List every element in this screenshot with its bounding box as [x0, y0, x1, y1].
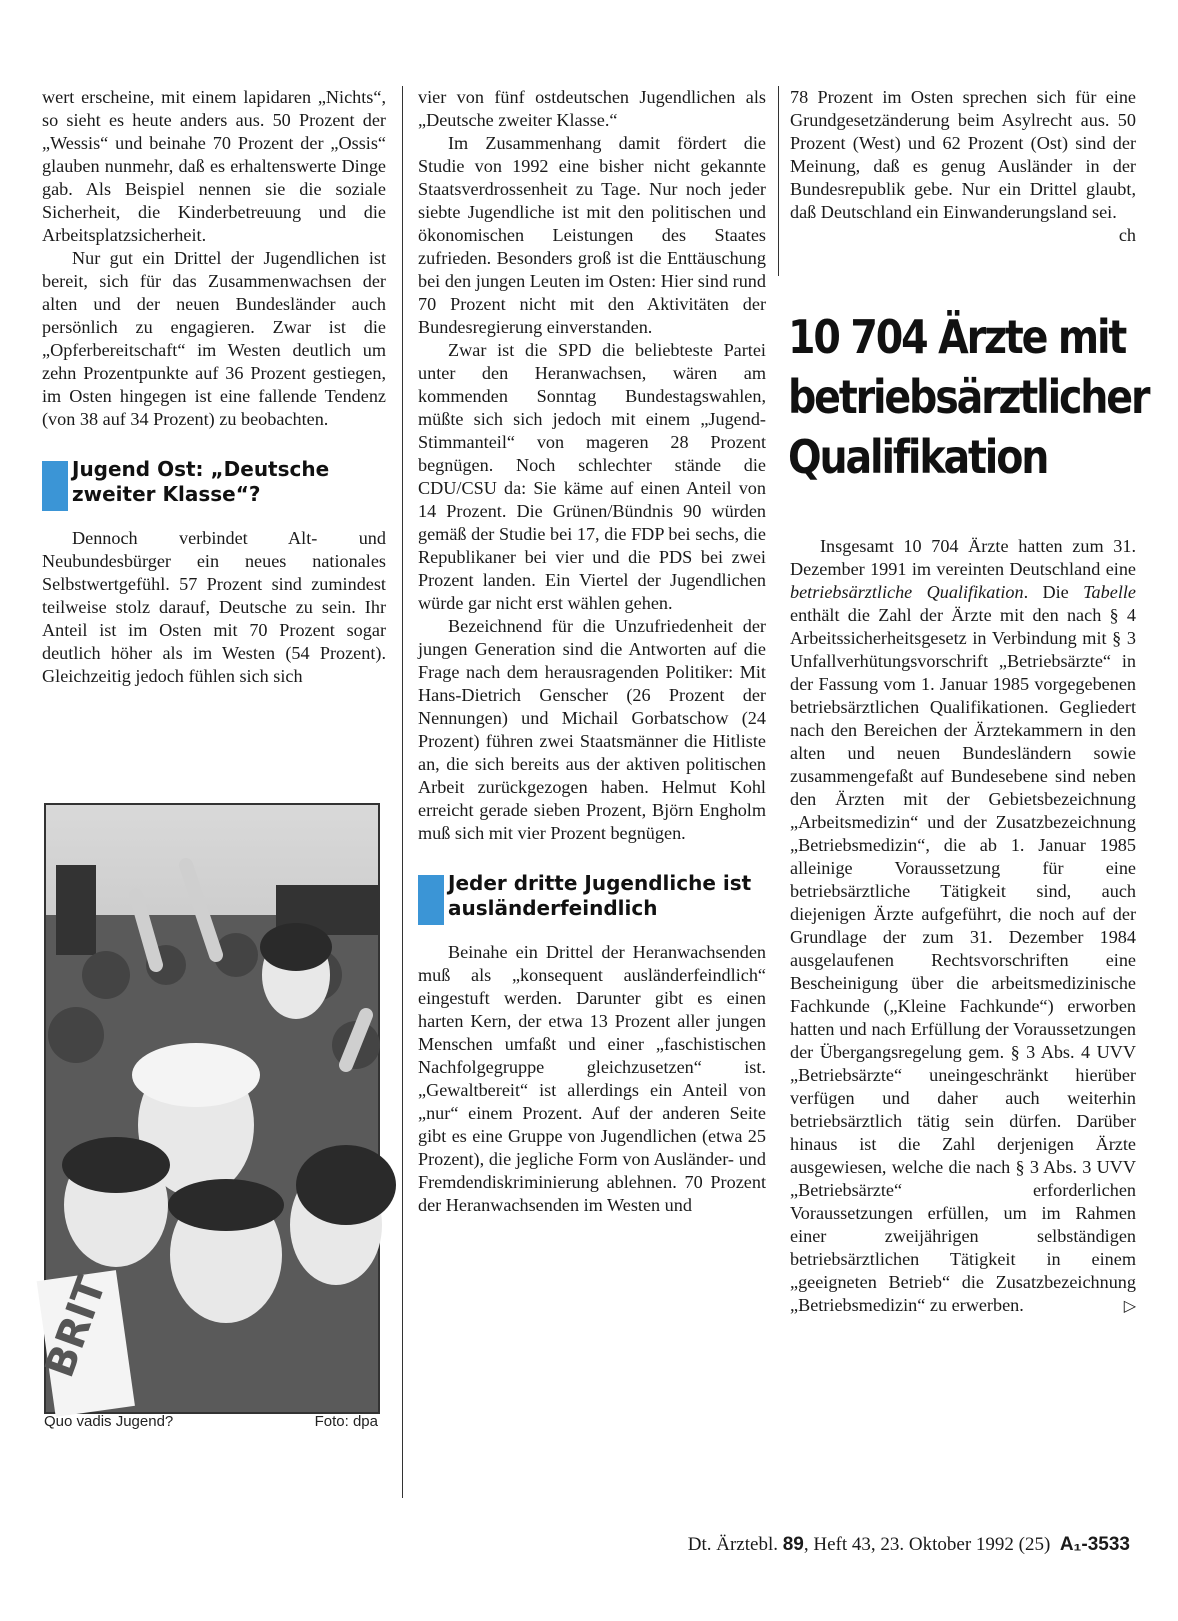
paragraph: Beinahe ein Drittel der Heranwachsenden muß als „konsequent ausländerfeindlich“ eingestuft werden. Darunter gibt es einen harten Kern, der etwa 13 Prozent aller jungen Menschen umfaßt und einer „faschistischen Nachfolgegruppe gleichzusetzen“ ist. „Gewaltbereit“ ist allerdings ein Anteil von „nur“ einem Prozent. Auf der anderen Seite gibt es eine Gruppe von Jugendlichen (etwa 25 Prozent), die jegliche Form von Ausländer- und Fremdendiskriminierung ablehnen. 70 Prozent der Heranwachsenden im Westen und [418, 942, 766, 1215]
paragraph: Im Zusammenhang damit fördert die Studie von 1992 eine bisher nicht gekannte Staatsverdrossenheit zu Tage. Nur noch jeder siebte Jugendliche ist mit den politischen und ökonomischen Leistungen des Staates zufrieden. Besonders groß ist die Enttäuschung bei den jungen Leuten im Osten: Hier sind rund 70 Prozent nicht mit den Aktivitäten der Bundesregierung einverstanden. [418, 133, 766, 337]
caption-text: Quo vadis Jugend? [44, 1413, 174, 1430]
text-run: enthält die Zahl der Ärzte mit den nach § 4 Arbeitssicherheitsgesetz in Verbindung mit § 3 Unfallverhütungsvorschrift „Betriebsärzte“ in der Fassung vom 1. Januar 1985 vorgegebenen betriebsärztlichen Qualifikationen. Gegliedert nach den Bereichen der Ärztekammern in den alten und neuen Bundesländern sowie zusammengefaßt auf Bundesebene sind neben den Ärzten mit der Gebietsbezeichnung „Arbeitsmedizin“ und der Zusatzbezeichnung „Betriebsmedizin“, die ab 1. Januar 1985 alleinige Voraussetzung für eine betriebsärztliche Tätigkeit sind, auch diejenigen Ärzte aufgeführt, die noch auf der Grundlage der zum 31. Dezember 1984 ausgelaufenen Rechtsvorschriften eine Bescheinigung über die arbeitsmedizinische Fachkunde („Kleine Fachkunde“) erworben hatten und nach Erfüllung der Voraussetzungen der Übergangsregelung gem. § 3 Abs. 4 UVV „Betriebsärzte“ uneingeschränkt hierüber verfügen und daher auch weiterhin betriebsärztlich tätig sein dürfen. Darüber hinaus ist die Zahl derjenigen Ärzte ausgewiesen, welche die nach § 3 Abs. 3 UVV „Betriebsärzte“ erforderlichen Voraussetzungen erfüllen, um im Rahmen einer zweijährigen selbständigen betriebsärztlichen Tätigkeit in einem „geeigneten Betrieb“ die Zusatzbezeichnung „Betriebsmedizin“ zu erwerben. [790, 605, 1136, 1315]
author-signoff [790, 224, 1136, 247]
paragraph: Nur gut ein Drittel der Jugendlichen ist bereit, sich für das Zusammenwachsen der alten und der neuen Bundesländer auch persönlich zu engagieren. Zwar ist die „Opferbereitschaft“ im Westen deutlich um zehn Prozentpunkte auf 36 Prozent gestiegen, im Osten hingegen ist eine fallende Tendenz (von 38 auf 34 Prozent) zu beobachten. [42, 248, 386, 429]
article-headline: 10 704 Ärzte mit betriebsärztlicher Qualifikation [788, 310, 1149, 484]
journal-name: Dt. Ärztebl. [687, 1534, 783, 1555]
subheading-text: Jeder dritte Jugendliche ist ausländerfeindlich [448, 871, 752, 920]
paragraph: 78 Prozent im Osten sprechen sich für eine Grundgesetzänderung beim Asylrecht aus. 50 Prozent (West) und 62 Prozent (Ost) sind der Meinung, daß es genug Ausländer in der Bundesrepublik gebe. Nur ein Drittel glaubt, daß Deutschland ein Einwanderungsland sei. [790, 87, 1136, 222]
column-1 [42, 86, 386, 688]
paragraph [790, 535, 1136, 1317]
author-initials: ch [1118, 225, 1136, 245]
journal-volume: 89 [782, 1534, 804, 1555]
column-divider [402, 86, 403, 1498]
paragraph: Dennoch verbindet Alt- und Neubundesbürger ein neues nationales Selbstwertgefühl. 57 Prozent sind zumindest teilweise stolz darauf, Deutsche zu sein. Ihr Anteil ist im Osten mit 70 Prozent sogar deutlich höher als im Westen (54 Prozent). Gleichzeitig jedoch fühlen sich sich [42, 528, 386, 686]
crowd-photo [36, 803, 380, 1414]
issue-info: , Heft 43, 23. Oktober 1992 (25) [803, 1534, 1051, 1555]
paragraph: Zwar ist die SPD die beliebteste Partei unter den Heranwachsen, wären am kommenden Sonntag Bundestagswahlen, müßte sich sich jedoch mit einem „Jugend-Stimmanteil“ von mageren 28 Prozent begnügen. Noch schlechter stände die CDU/CSU da: Sie käme auf einen Anteil von 14 Prozent. Die Grünen/Bündnis 90 würden gemäß der Studie bei 17, die FDP bei sechs, die Republikaner bei vier und die PDS bei zwei Prozent landen. Ein Viertel der Jugendlichen würde gar nicht erst wählen gehen. [418, 340, 766, 613]
emphasis: Tabelle [1083, 582, 1136, 602]
page-footer [688, 1534, 1130, 1556]
svg-text:BRIT: BRIT [36, 1270, 116, 1384]
text-run: . Die [1023, 582, 1084, 602]
paragraph: vier von fünf ostdeutschen Jugendlichen als „Deutsche zweiter Klasse.“ [418, 87, 766, 130]
subheading [418, 871, 766, 921]
subheading-text: Jugend Ost: „Deutsche zweiter Klasse“? [72, 457, 330, 506]
photo-caption [44, 1413, 378, 1430]
photo-credit: Foto: dpa [314, 1413, 378, 1430]
page-number: A₁-3533 [1059, 1534, 1130, 1555]
paragraph: wert erscheine, mit einem lapidaren „Nichts“, so sieht es heute anders aus. 50 Prozent der „Wessis“ und beinahe 70 Prozent der „Ossis“ glauben nunmehr, daß es erhaltenswerte Dinge gab. Als Beispiel nennen sie die soziale Sicherheit, die Kinderbetreuung und die Arbeitsplatzsicherheit. [42, 87, 386, 245]
subhead-marker [418, 875, 444, 925]
column-3 [788, 86, 1149, 1317]
continue-arrow-icon: ▷ [1123, 1296, 1136, 1315]
text-run: Insgesamt 10 704 Ärzte hatten zum 31. Dezember 1991 im vereinten Deutschland eine [790, 536, 1136, 579]
subhead-marker [42, 461, 68, 511]
paragraph: Bezeichnend für die Unzufriedenheit der jungen Generation sind die Antworten auf die Frage nach dem herausragenden Politiker: Mit Hans-Dietrich Genscher (26 Prozent der Nennungen) und Michail Gorbatschow (24 Prozent) führen zwei Staatsmänner die Hitliste an, die sich bereits aus der aktiven politischen Arbeit zurückgezogen haben. Helmut Kohl erreicht gerade sieben Prozent, Björn Engholm muß sich mit vier Prozent begnügen. [418, 616, 766, 843]
subheading [42, 457, 386, 507]
column-divider [778, 86, 779, 276]
emphasis: betriebsärztliche Qualifikation [790, 582, 1024, 602]
column-2 [418, 86, 766, 1217]
